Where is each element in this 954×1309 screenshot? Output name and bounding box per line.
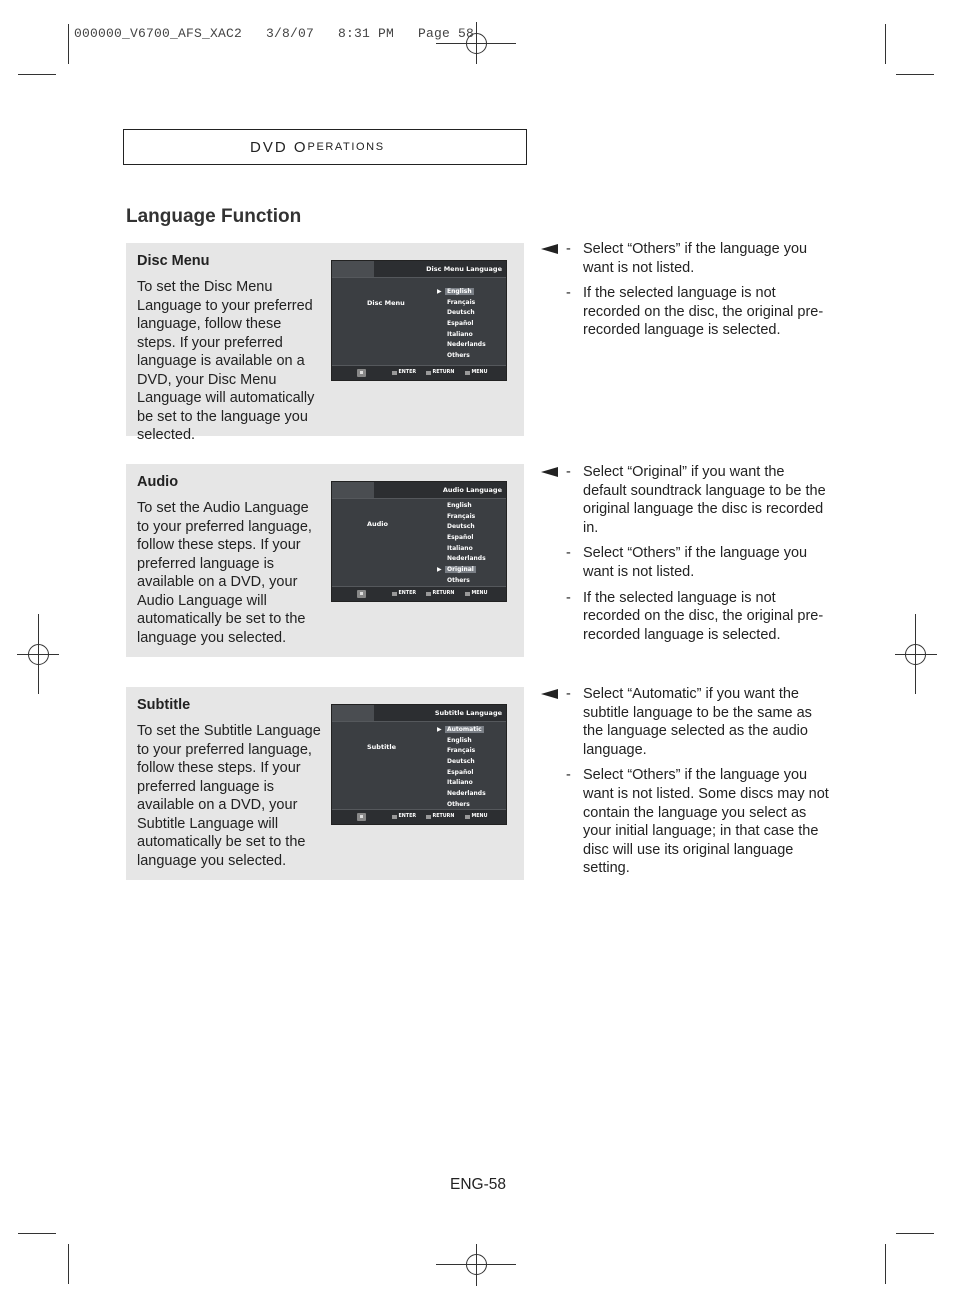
- notes-subtitle: [541, 685, 831, 885]
- osd-list-item: Français: [447, 747, 476, 755]
- osd-screen: [331, 704, 507, 825]
- osd-header: [332, 261, 506, 278]
- enter-key-icon: [392, 815, 397, 819]
- osd-list-item: English: [447, 502, 472, 509]
- osd-list-item: Español: [447, 320, 474, 328]
- osd-header-tab: [332, 482, 374, 498]
- panel-heading: Audio: [137, 474, 179, 490]
- osd-list-item: Italiano: [447, 779, 473, 787]
- panel-subtitle: [126, 687, 524, 880]
- crop-mark: [68, 24, 69, 64]
- osd-title: Disc Menu Language: [426, 265, 502, 273]
- osd-title: Audio Language: [442, 486, 502, 494]
- osd-screen: [331, 260, 507, 381]
- osd-key-enter: ENTER: [392, 591, 416, 596]
- osd-footer: [332, 365, 506, 380]
- return-key-icon: [426, 815, 431, 819]
- osd-key-return: RETURN: [426, 370, 454, 375]
- osd-list-item: Français: [447, 512, 476, 520]
- navigation-pad-icon: [357, 369, 366, 377]
- registration-circle: [466, 1254, 487, 1275]
- enter-key-icon: [392, 592, 397, 596]
- panel-body: To set the Subtitle Language to your preferred language, follow these steps. If your preferred language is available on a DVD, your Subtitle Language will automatically be set to the language you selected.: [137, 723, 321, 869]
- osd-key-menu: MENU: [465, 370, 487, 375]
- osd-screen: [331, 481, 507, 602]
- crop-mark: [68, 1244, 69, 1284]
- osd-list-item: Others: [447, 800, 470, 808]
- osd-key-return: RETURN: [426, 591, 454, 596]
- osd-language-list: [437, 287, 488, 362]
- triangle-right-icon: ▶: [437, 288, 442, 295]
- panel-body: To set the Audio Language to your preferred language, follow these steps. If your preferred language is available on a DVD, your Audio Language will automatically be set to the language you selected.: [137, 500, 312, 646]
- crop-mark: [896, 74, 934, 75]
- menu-key-icon: [465, 815, 470, 819]
- osd-label: Disc Menu: [367, 299, 405, 307]
- osd-key-menu: MENU: [465, 591, 487, 596]
- notes-audio: [541, 463, 831, 651]
- triangle-right-icon: ▶: [437, 566, 442, 574]
- print-slug: 000000_V6700_AFS_XAC2 3/8/07 8:31 PM Page 58: [74, 26, 475, 41]
- note-item: - Select “Others” if the language you want is not listed.: [566, 545, 808, 580]
- note-item: - Select “Automatic” if you want the subtitle language to be the same as the language selected as the audio language.: [566, 686, 812, 758]
- osd-header: [332, 482, 506, 499]
- triangle-right-icon: ▶: [437, 726, 442, 733]
- osd-list-item: Deutsch: [447, 758, 475, 766]
- section-header-small: PERATIONS: [307, 141, 385, 153]
- osd-header-tab: [332, 261, 374, 277]
- osd-language-list: [437, 725, 488, 811]
- panel-disc-menu: [126, 243, 524, 443]
- osd-list-item: Others: [447, 576, 470, 584]
- panel-heading: Subtitle: [137, 697, 191, 713]
- osd-title: Subtitle Language: [434, 709, 502, 717]
- osd-list-item: Deutsch: [447, 523, 475, 531]
- navigation-pad-icon: [357, 590, 366, 598]
- section-header-cap: DVD O: [250, 138, 308, 156]
- panel-body: To set the Disc Menu Language to your preferred language, follow these steps. If your preferred language is available on a DVD, your Disc Menu Language will automatically be set to the language you selected.: [137, 279, 315, 443]
- osd-key-enter: ENTER: [392, 814, 416, 819]
- osd-list-item: Italiano: [447, 544, 473, 552]
- note-item: - Select “Others” if the language you want is not listed. Some discs may not contain the language you select as your initial language; in that case the disc will use its original language setting.: [566, 767, 829, 877]
- osd-language-list: [437, 501, 488, 587]
- panel-audio: [126, 464, 524, 657]
- note-item: - Select “Others” if the language you want is not listed.: [566, 241, 808, 276]
- page-number: ENG-58: [450, 1176, 506, 1193]
- osd-list-item: Deutsch: [447, 309, 475, 317]
- enter-key-icon: [392, 371, 397, 375]
- osd-footer: [332, 809, 506, 824]
- registration-circle: [905, 644, 926, 665]
- osd-list-item: Others: [447, 352, 470, 360]
- osd-list-item: ▶ English: [445, 287, 488, 298]
- osd-list-item: Nederlands: [447, 790, 486, 798]
- panel-heading: Disc Menu: [137, 253, 210, 269]
- osd-label: Subtitle: [367, 743, 397, 751]
- note-item: - Select “Original” if you want the default soundtrack language to be the original language the disc is recorded in.: [566, 464, 826, 536]
- note-item: - If the selected language is not recorded on the disc, the original pre-recorded language is selected.: [566, 285, 824, 339]
- osd-header-tab: [332, 705, 374, 721]
- osd-list-item: Español: [447, 534, 474, 542]
- osd-key-return: RETURN: [426, 814, 454, 819]
- crop-mark: [885, 1244, 886, 1284]
- crop-mark: [885, 24, 886, 64]
- osd-key-enter: ENTER: [392, 370, 416, 375]
- return-key-icon: [426, 371, 431, 375]
- osd-list-item: Nederlands: [447, 341, 486, 349]
- osd-list-item: Español: [447, 768, 474, 776]
- navigation-pad-icon: [357, 813, 366, 821]
- osd-list-item: English: [447, 736, 472, 744]
- crop-mark: [18, 74, 56, 75]
- crop-mark: [896, 1233, 934, 1234]
- osd-list-item: Italiano: [447, 330, 473, 338]
- osd-key-menu: MENU: [465, 814, 487, 819]
- crop-mark: [18, 1233, 56, 1234]
- osd-label: Audio: [367, 520, 389, 528]
- osd-footer: [332, 586, 506, 601]
- registration-circle: [28, 644, 49, 665]
- notes-disc-menu: [541, 240, 831, 347]
- note-item: - If the selected language is not recorded on the disc, the original pre-recorded language is selected.: [566, 589, 824, 643]
- osd-list-item: Français: [447, 298, 476, 306]
- section-header: [123, 129, 527, 165]
- menu-key-icon: [465, 592, 470, 596]
- return-key-icon: [426, 592, 431, 596]
- osd-list-item: Nederlands: [447, 555, 486, 563]
- osd-header: [332, 705, 506, 722]
- osd-list-item: ▶ Original: [445, 565, 488, 576]
- osd-list-item: ▶ Automatic: [445, 725, 488, 736]
- page-title: Language Function: [126, 206, 302, 227]
- menu-key-icon: [465, 371, 470, 375]
